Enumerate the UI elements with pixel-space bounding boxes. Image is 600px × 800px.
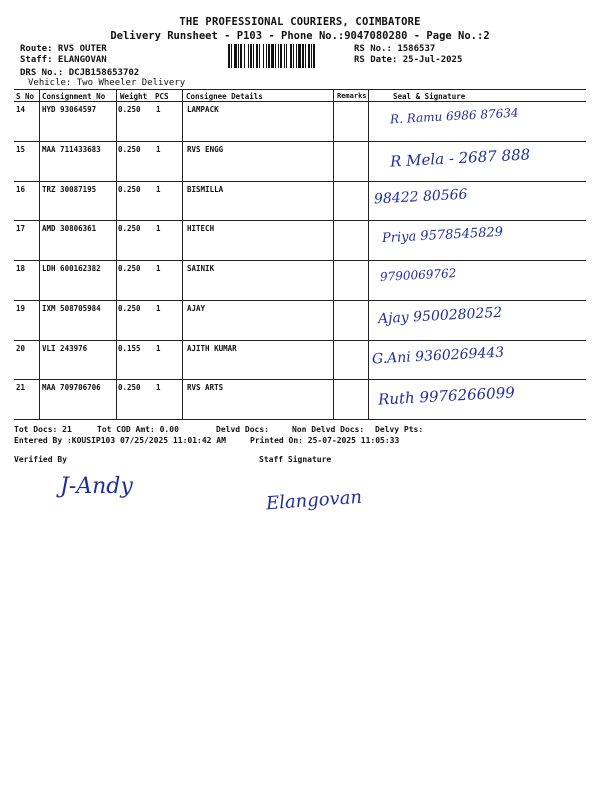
row-consignee: AJITH KUMAR [187,343,237,353]
rs-number: RS No.: 1586537 [354,44,436,54]
row-sno: 19 [16,303,26,313]
row-weight: 0.250 [118,105,141,114]
row-weight: 0.250 [118,184,141,194]
runsheet-title: Delivery Runsheet - P103 - Phone No.:9047080280 - Page No.:2 [110,30,490,42]
row-divider [14,260,586,261]
row-signature: Ruth 9976266099 [377,383,516,409]
row-pcs: 1 [156,105,161,114]
col-header-pcs: PCS [155,92,169,101]
col-header-seal: Seal & Signature [393,92,466,101]
col-header-consignment: Consignment No [42,92,106,101]
row-consignment-no: AMD 30806361 [42,224,97,234]
row-weight: 0.250 [118,224,141,234]
row-consignment-no: TRZ 30087195 [42,184,97,194]
row-pcs: 1 [156,264,161,273]
col-header-weight: Weight [120,92,148,101]
rs-date: RS Date: 25-Jul-2025 [354,55,463,65]
row-consignee: SAINIK [187,264,215,273]
total-cod-amount: Tot COD Amt: 0.00 [97,425,179,434]
col-header-remarks: Remarks [337,92,367,100]
row-divider [14,220,586,221]
staff-label: Staff: ELANGOVAN [20,55,107,65]
vehicle-label: Vehicle: Two Wheeler Delivery [28,78,186,88]
non-delivered-docs: Non Delvd Docs: [292,425,365,434]
delivery-points: Delvy Pts: [375,425,424,434]
row-consignee: BISMILLA [187,184,224,194]
row-weight: 0.155 [118,343,141,353]
row-pcs: 1 [156,224,161,234]
row-sno: 14 [16,105,26,114]
printed-on: Printed On: 25-07-2025 11:05:33 [250,436,400,445]
row-signature: R. Ramu 6986 87634 [389,105,519,127]
barcode [228,44,346,68]
col-header-consignee: Consignee Details [186,92,263,101]
row-consignee: LAMPACK [187,105,219,114]
row-sno: 21 [16,383,26,393]
row-signature: 98422 80566 [373,186,468,207]
row-consignment-no: IXM 508705984 [42,303,101,313]
staff-signature: Elangovan [265,486,363,515]
row-weight: 0.250 [118,303,141,313]
row-signature: Priya 9578545829 [381,225,504,247]
row-consignment-no: VLI 243976 [42,343,88,353]
col-header-sno: S No [16,92,35,101]
row-weight: 0.250 [118,383,141,393]
drs-number: DRS No.: DCJB158653702 [20,68,140,78]
row-signature: R Mela - 2687 888 [389,145,531,171]
row-divider [14,340,586,341]
company-name: THE PROFESSIONAL COURIERS, COIMBATORE [179,16,421,28]
route-label: Route: RVS OUTER [20,44,107,54]
row-divider [14,181,586,182]
row-signature: G.Ani 9360269443 [371,344,505,367]
row-consignee: AJAY [187,303,206,313]
row-consignee: RVS ENGG [187,144,224,154]
row-consignee: RVS ARTS [187,383,224,393]
row-signature: Ajay 9500280252 [377,304,503,327]
staff-signature-label: Staff Signature [259,455,332,464]
row-consignment-no: MAA 709706706 [42,383,101,393]
total-docs: Tot Docs: 21 [14,425,72,434]
row-divider [14,141,586,142]
delivered-docs: Delvd Docs: [216,425,269,434]
row-pcs: 1 [156,303,161,313]
row-divider [14,300,586,301]
verified-by-label: Verified By [14,455,67,464]
row-signature: 9790069762 [379,266,457,284]
row-pcs: 1 [156,184,161,194]
row-pcs: 1 [156,343,161,353]
row-weight: 0.250 [118,264,141,273]
row-sno: 17 [16,224,26,234]
row-sno: 18 [16,264,26,273]
row-consignment-no: LDH 600162382 [42,264,101,273]
row-consignment-no: HYD 93064597 [42,105,97,114]
row-pcs: 1 [156,383,161,393]
row-sno: 20 [16,343,26,353]
row-sno: 15 [16,144,26,154]
row-pcs: 1 [156,144,161,154]
verified-by-signature: J-Andy [60,474,133,499]
row-consignee: HITECH [187,224,215,234]
row-weight: 0.250 [118,144,141,154]
row-divider [14,379,586,380]
row-sno: 16 [16,184,26,194]
row-consignment-no: MAA 711433683 [42,144,101,154]
entered-by: Entered By :KOUSIP103 07/25/2025 11:01:42 AM [14,436,226,445]
